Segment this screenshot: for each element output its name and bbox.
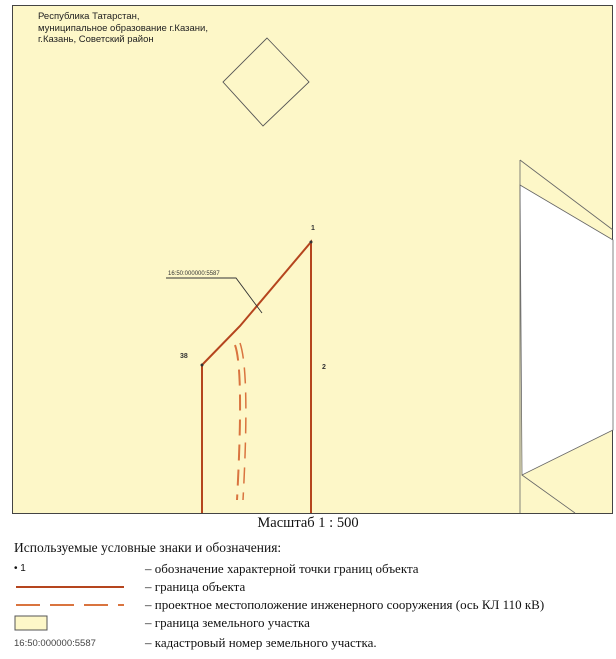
- point-marker: [201, 364, 204, 367]
- region-label: [38, 11, 208, 46]
- region-line: муниципальное образование г.Казани,: [38, 22, 208, 34]
- legend-description: – кадастровый номер земельного участка.: [145, 635, 377, 650]
- region-line: г.Казань, Советский район: [38, 34, 154, 45]
- legend-description: – граница объекта: [145, 579, 246, 594]
- legend-item-object-boundary: [0, 578, 616, 596]
- parcel-cadastral-label: 16:50:000000:5587: [168, 271, 220, 277]
- scale-label: Масштаб 1 : 500: [257, 515, 359, 531]
- point-label-1: 1: [311, 225, 315, 232]
- legend-item-cadastral: [0, 634, 616, 652]
- legend-item-point: [0, 560, 616, 578]
- object-boundary-symbol: [14, 578, 134, 596]
- legend-description: – граница земельного участка: [145, 615, 310, 630]
- cadastral-symbol: 16:50:000000:5587: [14, 638, 96, 649]
- planned-line-symbol: [14, 596, 134, 614]
- point-symbol: • 1: [14, 563, 26, 574]
- point-marker: [310, 241, 313, 244]
- legend-item-parcel: [0, 614, 616, 632]
- legend-description: – проектное местоположение инженерного сооружения (ось КЛ 110 кВ): [145, 597, 545, 612]
- point-label-2: 2: [322, 364, 326, 371]
- region-line: Республика Татарстан,: [38, 11, 140, 22]
- legend-item-planned-line: [0, 596, 616, 614]
- legend-description: – обозначение характерной точки границ объекта: [145, 561, 419, 576]
- legend-title: Используемые условные знаки и обозначения:: [14, 540, 282, 555]
- parcel-symbol: [14, 614, 134, 632]
- point-label-38: 38: [180, 353, 188, 360]
